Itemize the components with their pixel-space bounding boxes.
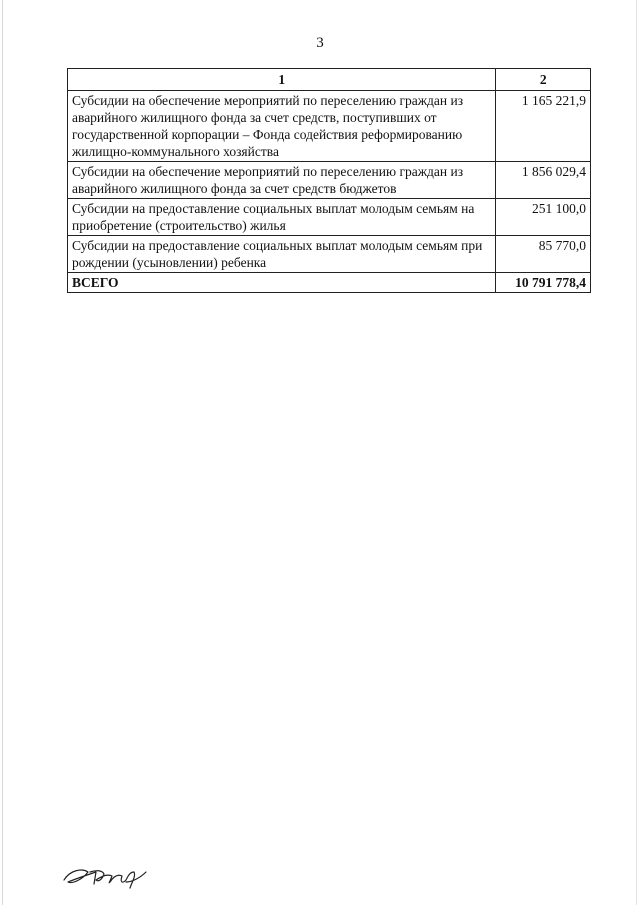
page-edge-left — [2, 0, 3, 905]
budget-table — [67, 68, 591, 293]
table-header-row — [68, 69, 591, 91]
row-amount: 1 165 221,9 — [496, 91, 591, 162]
table-row — [68, 199, 591, 236]
total-row — [68, 273, 591, 293]
row-description: Субсидии на предоставление социальных выплат молодым семьям при рождении (усыновлении) ребенка — [68, 236, 496, 273]
row-description: Субсидии на обеспечение мероприятий по переселению граждан из аварийного жилищного фонда за счет средств бюджетов — [68, 162, 496, 199]
row-amount: 1 856 029,4 — [496, 162, 591, 199]
signature — [60, 858, 150, 894]
page-edge-right — [636, 0, 637, 905]
row-description: Субсидии на предоставление социальных выплат молодым семьям на приобретение (строительство) жилья — [68, 199, 496, 236]
row-amount: 251 100,0 — [496, 199, 591, 236]
header-column-2: 2 — [496, 69, 591, 91]
total-amount: 10 791 778,4 — [496, 273, 591, 293]
table-row — [68, 91, 591, 162]
table-row — [68, 162, 591, 199]
row-amount: 85 770,0 — [496, 236, 591, 273]
header-column-1: 1 — [68, 69, 496, 91]
total-label: ВСЕГО — [68, 273, 496, 293]
signature-stroke — [64, 870, 146, 888]
page-number: 3 — [316, 35, 324, 51]
row-description: Субсидии на обеспечение мероприятий по переселению граждан из аварийного жилищного фонда за счет средств, поступивших от государственной корпорации – Фонда содействия реформированию жилищно-коммунального хозяйства — [68, 91, 496, 162]
table-row — [68, 236, 591, 273]
